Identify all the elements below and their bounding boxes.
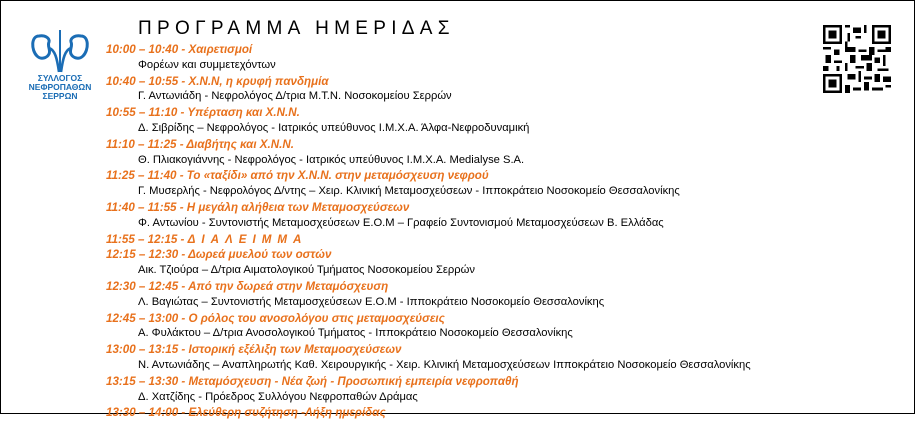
session-time-title: 13:15 – 13:30 - Μεταμόσχευση - Νέα ζωή - Προσωπική εμπειρία νεφροπαθή — [106, 374, 519, 388]
schedule-item-break — [106, 232, 906, 248]
session-speaker: Φορέων και συμμετεχόντων — [138, 58, 276, 71]
session-time-title: 12:30 – 12:45 - Από την δωρεά στην Μεταμόσχευση — [106, 279, 389, 293]
session-time-title: 11:40 – 11:55 - Η μεγάλη αλήθεια των Μεταμοσχεύσεων — [106, 200, 410, 214]
schedule-item — [106, 405, 906, 421]
session-speaker: Φ. Αντωνίου - Συντονιστής Μεταμοσχεύσεων Ε.Ο.Μ – Γραφείο Συντονισμού Μεταμοσχεύσεων Β. Ελλάδας — [138, 216, 664, 229]
schedule-item — [106, 168, 906, 200]
schedule-item — [106, 74, 906, 106]
session-speaker: Α. Φυλάκτου – Δ/τρια Ανοσολογικού Τμήματος - Ιπποκράτειο Νοσοκομείο Θεσσαλονίκης — [138, 327, 573, 340]
schedule-item — [106, 42, 906, 74]
break-label: ΔΙΑΛΕΙΜΜΑ — [187, 232, 308, 246]
session-time-title: 10:40 – 10:55 - Χ.Ν.Ν, η κρυφή πανδημία — [106, 74, 329, 88]
kidneys-icon — [29, 28, 91, 74]
session-speaker: Λ. Βαγιώτας – Συντονιστής Μεταμοσχεύσεων Ε.Ο.Μ - Ιπποκράτειο Νοσοκομείο Θεσσαλονίκης — [138, 295, 605, 308]
schedule-item — [106, 137, 906, 169]
session-speaker: Γ. Αντωνιάδη - Νεφρολόγος Δ/τρια Μ.Τ.Ν. Νοσοκομείου Σερρών — [138, 90, 452, 103]
session-speaker: Θ. Πλιακογιάννης - Νεφρολόγος - Ιατρικός υπεύθυνος Ι.Μ.Χ.Α. Medialyse S.A. — [138, 153, 525, 166]
session-speaker: Δ. Σιβρίδης – Νεφρολόγος - Ιατρικός υπεύθυνος Ι.Μ.Χ.Α. Άλφα-Νεφροδυναμική — [138, 121, 530, 134]
page-title: ΠΡΟΓΡΑΜΜΑ ΗΜΕΡΙΔΑΣ — [138, 18, 455, 39]
schedule-item — [106, 342, 906, 374]
logo-line-1: ΣΥΛΛΟΓΟΣ — [37, 73, 83, 83]
schedule-list — [106, 42, 906, 421]
session-speaker: Δ. Χατζίδης - Πρόεδρος Συλλόγου Νεφροπαθών Δράμας — [138, 390, 418, 403]
association-logo — [20, 28, 100, 118]
session-time-title: 13:00 – 13:15 - Ιστορική εξέλιξη των Μεταμοσχεύσεων — [106, 343, 402, 357]
schedule-item — [106, 279, 906, 311]
session-time-title: 11:25 – 11:40 - Το «ταξίδι» από την Χ.Ν.Ν. στην μεταμόσχευση νεφρού — [106, 169, 489, 183]
session-speaker: Ν. Αντωνιάδης – Αναπληρωτής Καθ. Χειρουργικής - Χειρ. Κλινική Μεταμοσχεύσεων Ιπποκράτειο Νοσοκομείο Θεσσαλονίκης — [138, 358, 751, 371]
break-time-range: 11:55 – 12:15 - — [106, 232, 188, 246]
session-time-title: 10:00 – 10:40 - Χαιρετισμοί — [106, 43, 253, 56]
schedule-item — [106, 200, 906, 232]
session-time-title: 12:45 – 13:00 - Ο ρόλος του ανοσολόγου στις μεταμοσχεύσεις — [106, 311, 445, 325]
session-time-title: 10:55 – 11:10 - Υπέρταση και Χ.Ν.Ν. — [106, 106, 300, 120]
schedule-item — [106, 247, 906, 279]
logo-line-2: ΝΕΦΡΟΠΑΘΩΝ — [28, 82, 92, 92]
schedule-item — [106, 311, 906, 343]
schedule-item — [106, 105, 906, 137]
session-time-title: 12:15 – 12:30 - Δωρεά μυελού των οστών — [106, 248, 332, 262]
break-time — [106, 232, 906, 248]
schedule-item — [106, 374, 906, 406]
session-speaker: Γ. Μυσερλής - Νεφρολόγος Δ/ντης – Χειρ. Κλινική Μεταμοσχεύσεων - Ιπποκράτειο Νοσοκομείο Θεσσαλονίκης — [138, 185, 680, 198]
logo-line-3: ΣΕΡΡΩΝ — [42, 91, 78, 101]
session-time-title: 11:10 – 11:25 - Διαβήτης και Χ.Ν.Ν. — [106, 137, 294, 151]
session-time-title: 13:30 – 14:00 - Ελεύθερη συζήτηση -Λήξη ημερίδας — [106, 406, 386, 420]
session-speaker: Αικ. Τζιούρα – Δ/τρια Αιματολογικού Τμήματος Νοσοκομείου Σερρών — [138, 264, 475, 277]
